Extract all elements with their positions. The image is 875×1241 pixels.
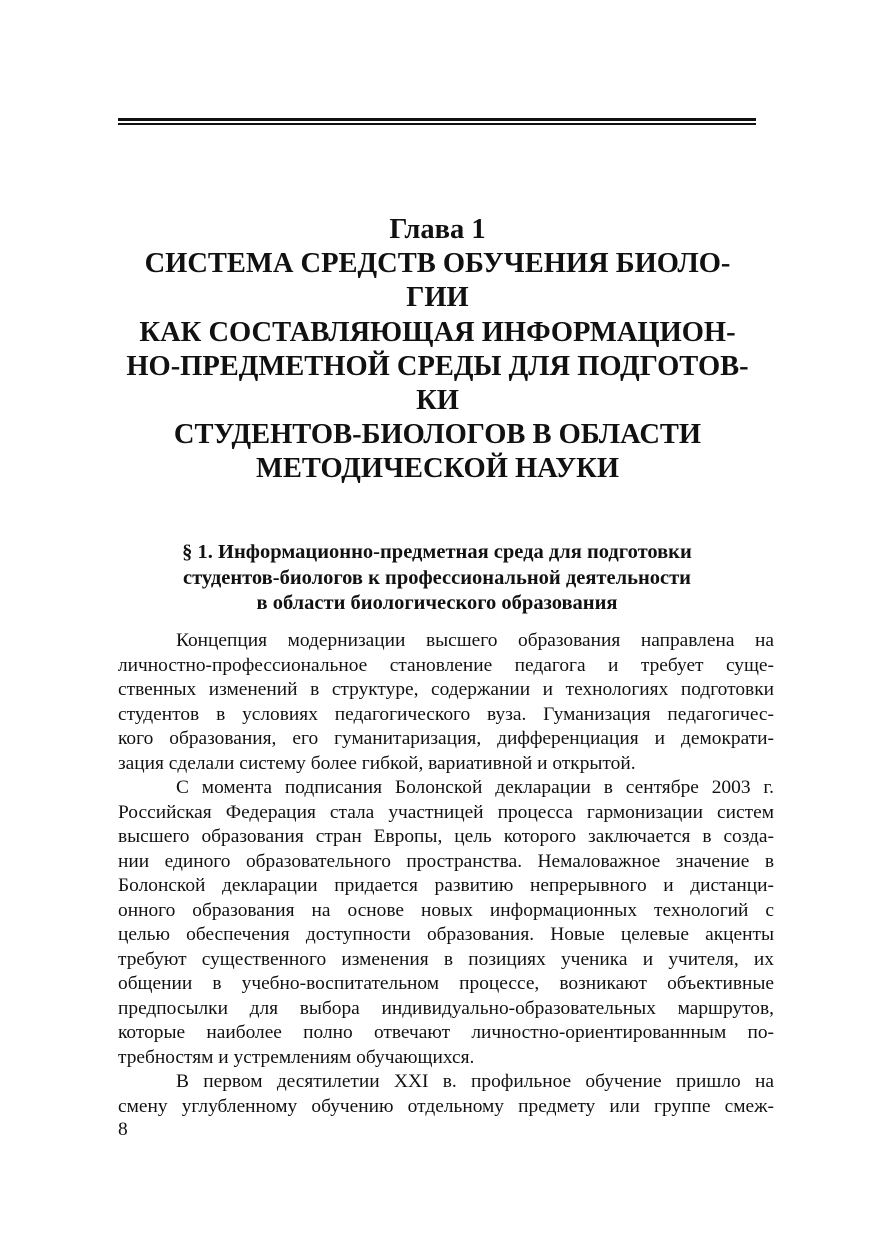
header-double-rule [118, 118, 756, 125]
body-text [118, 629, 774, 1119]
paragraph-3-line: смену углубленному обучению отдельному предмету или группе смеж- [118, 1095, 774, 1117]
section-title-line: в области биологического образования [256, 592, 618, 614]
chapter-title-line: МЕТОДИЧЕСКОЙ НАУКИ [256, 453, 619, 485]
chapter-title-line: НО-ПРЕДМЕТНОЙ СРЕДЫ ДЛЯ ПОДГОТОВ- [126, 350, 749, 382]
section-title-line: § 1. Информационно-предметная среда для подготовки [182, 541, 692, 563]
chapter-title-line: СИСТЕМА СРЕДСТВ ОБУЧЕНИЯ БИОЛО- [144, 248, 731, 280]
paragraph-2-line: С момента подписания Болонской декларации в сентябре 2003 г. [176, 777, 774, 798]
paragraph-2-line: целью обеспечения доступности образования. Новые целевые акценты [118, 924, 774, 945]
paragraph-3-line: В первом десятилетии XXI в. профильное обучение пришло на [176, 1071, 774, 1092]
paragraph-1-line: ственных изменений в структуре, содержании и технологиях подготовки [118, 679, 774, 700]
section-title-line: студентов-биологов к профессиональной деятельности [183, 566, 691, 589]
header-rule-thin [118, 123, 756, 125]
paragraph-2-line: онного образования на основе новых информационных технологий с [118, 899, 774, 921]
paragraph-2-line: высшего образования стран Европы, цель которого заключается в созда- [118, 826, 774, 847]
paragraph-2-line: предпосылки для выбора индивидуально-образовательных маршрутов, [118, 997, 774, 1019]
chapter-title-line: СТУДЕНТОВ-БИОЛОГОВ В ОБЛАСТИ [173, 419, 702, 451]
paragraph-1-line: студентов в условиях педагогического вуза. Гуманизация педагогичес- [118, 703, 774, 725]
chapter-label: Глава 1 [389, 214, 486, 245]
section-heading [118, 540, 756, 617]
chapter-title-line: ГИИ [406, 282, 469, 314]
paragraph-2-line: общении в учебно-воспитательном процессе, возникают объективные [118, 973, 774, 994]
paragraph-2-line: Российская Федерация стала участницей процесса гармонизации систем [118, 801, 774, 823]
paragraph-2-line: которые наиболее полно отвечают личностно-ориентированнным по- [118, 1022, 774, 1043]
chapter-title-line: КИ [416, 385, 459, 417]
page-number: 8 [118, 1119, 128, 1140]
chapter-heading [100, 213, 775, 487]
chapter-title-line: КАК СОСТАВЛЯЮЩАЯ ИНФОРМАЦИОН- [139, 316, 736, 348]
paragraph-2-line: требуют существенного изменения в позициях ученика и учителя, их [118, 948, 774, 970]
paragraph-1-line: личностно-профессиональное становление педагога и требует суще- [118, 654, 774, 676]
paragraph-2-line: нии единого образовательного пространства. Немаловажное значение в [118, 850, 774, 872]
paragraph-1-line: зация сделали систему более гибкой, вариативной и открытой. [118, 752, 636, 774]
paragraph-1-line: кого образования, его гуманитаризация, дифференциация и демократи- [118, 728, 774, 749]
paragraph-2-line: Болонской декларации придается развитию непрерывного и дистанци- [118, 875, 774, 896]
paragraph-1-line: Концепция модернизации высшего образования направлена на [176, 630, 774, 651]
header-rule-thick [118, 118, 756, 121]
paragraph-2-line: требностям и устремлениям обучающихся. [118, 1046, 475, 1068]
